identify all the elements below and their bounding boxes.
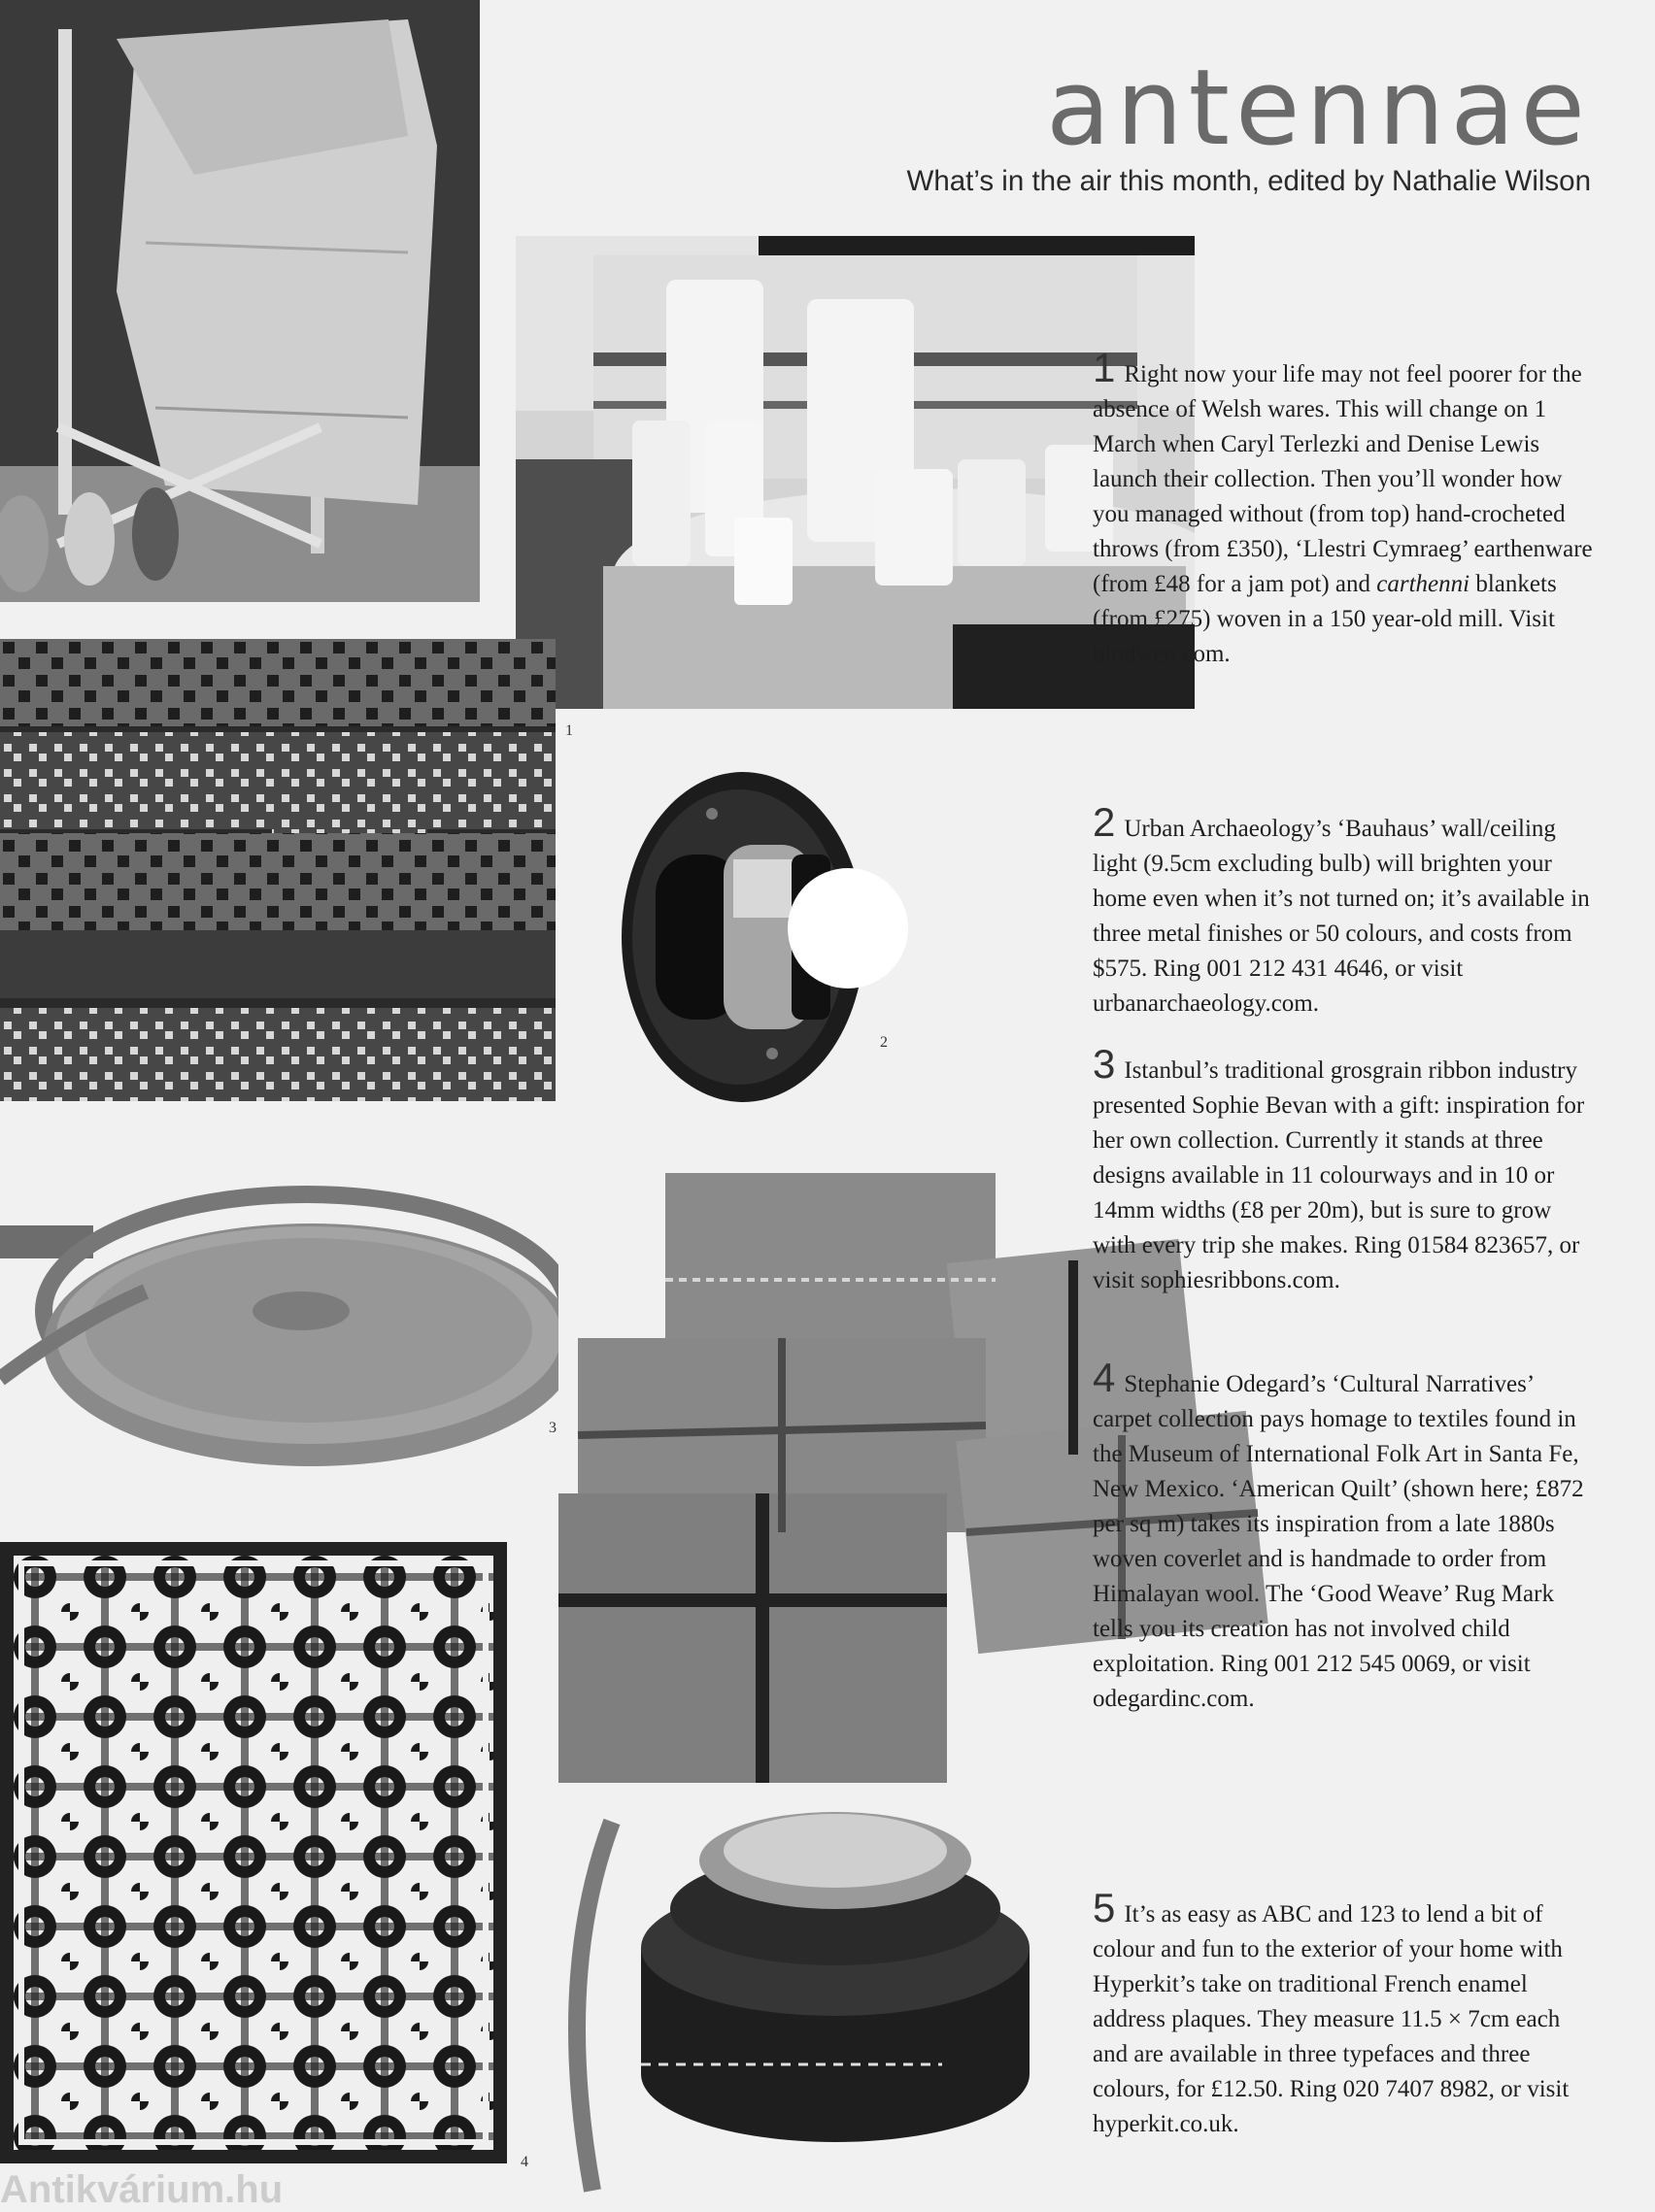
item-2-text: Urban Archaeology’s ‘Bauhaus’ wall/ceiling light (9.5cm excluding bulb) will brighten your home even when it’s not turned on; it’s available in three metal finishes or 50 colours, and costs from $575. Ring 001 212 431 4646, or visit urbanarchaeology.com. <box>1093 816 1590 1017</box>
item-3 <box>1093 1041 1593 1298</box>
item-3-text: Istanbul’s traditional grosgrain ribbon industry presented Sophie Bevan with a gift: inspiration for her own collection. Currently it stands at three designs available in 11 colourways and in 10 or 14mm widths (£8 per 20m), but is sure to grow with every trip she makes. Ring 01584 823657, or visit sophiesribbons.com. <box>1093 1057 1585 1293</box>
item-2-number: 2 <box>1093 799 1116 845</box>
caption-4: 4 <box>521 2154 528 2170</box>
caption-3: 3 <box>549 1420 557 1436</box>
caption-1: 1 <box>565 722 573 739</box>
caption-2: 2 <box>880 1034 888 1051</box>
item-5-number: 5 <box>1093 1885 1116 1930</box>
item-2 <box>1093 799 1593 1022</box>
item-3-number: 3 <box>1093 1041 1116 1087</box>
photo-ribbon-reel <box>0 1165 594 1486</box>
photo-bauhaus-light <box>617 767 908 1109</box>
photo-carthenni-blankets <box>0 639 556 1101</box>
page-title: antennae <box>1046 48 1591 169</box>
item-4 <box>1093 1357 1593 1717</box>
item-4-number: 4 <box>1093 1355 1116 1400</box>
page-subtitle: What’s in the air this month, edited by Nathalie Wilson <box>906 165 1591 197</box>
item-1-number: 1 <box>1093 345 1116 390</box>
item-1-italic: carthenni <box>1376 571 1470 597</box>
photo-american-quilt-carpet <box>0 1542 507 2163</box>
item-1 <box>1093 345 1593 672</box>
item-1-text-end: blankets (from £275) woven in a 150 year-old mill. Visit blodwen.com. <box>1093 571 1557 667</box>
item-1-text: Right now your life may not feel poorer for the absence of Welsh wares. This will change on 1 March when Caryl Terlezki and Denise Lewis launch their collection. Then you’ll wonder how you managed without (from top) hand-crocheted throws (from £350), ‘Llestri Cymraeg’ earthenware (from £48 for a jam pot) and <box>1093 361 1593 597</box>
item-4-text: Stephanie Odegard’s ‘Cultural Narratives’ carpet collection pays homage to textiles found in the Museum of International Folk Art in Santa Fe, New Mexico. ‘American Quilt’ (shown here; £872 per sq m) takes its inspiration from a late 1880s woven coverlet and is handmade to order from Himalayan wool. The ‘Good Weave’ Rug Mark tells you its creation has not involved child exploitation. Ring 001 212 545 0069, or visit odegardinc.com. <box>1093 1371 1584 1712</box>
watermark: Antikvárium.hu <box>0 2168 284 2211</box>
item-5 <box>1093 1885 1593 2142</box>
photo-crocheted-throws <box>0 0 480 602</box>
photo-stacked-ribbons <box>554 1783 1059 2206</box>
item-5-text: It’s as easy as ABC and 123 to lend a bit of colour and fun to the exterior of your home with Hyperkit’s take on traditional French enamel address plaques. They measure 11.5 × 7cm each and are available in three typefaces and three colours, for £12.50. Ring 020 7407 8982, or visit hyperkit.co.uk. <box>1093 1901 1570 2137</box>
